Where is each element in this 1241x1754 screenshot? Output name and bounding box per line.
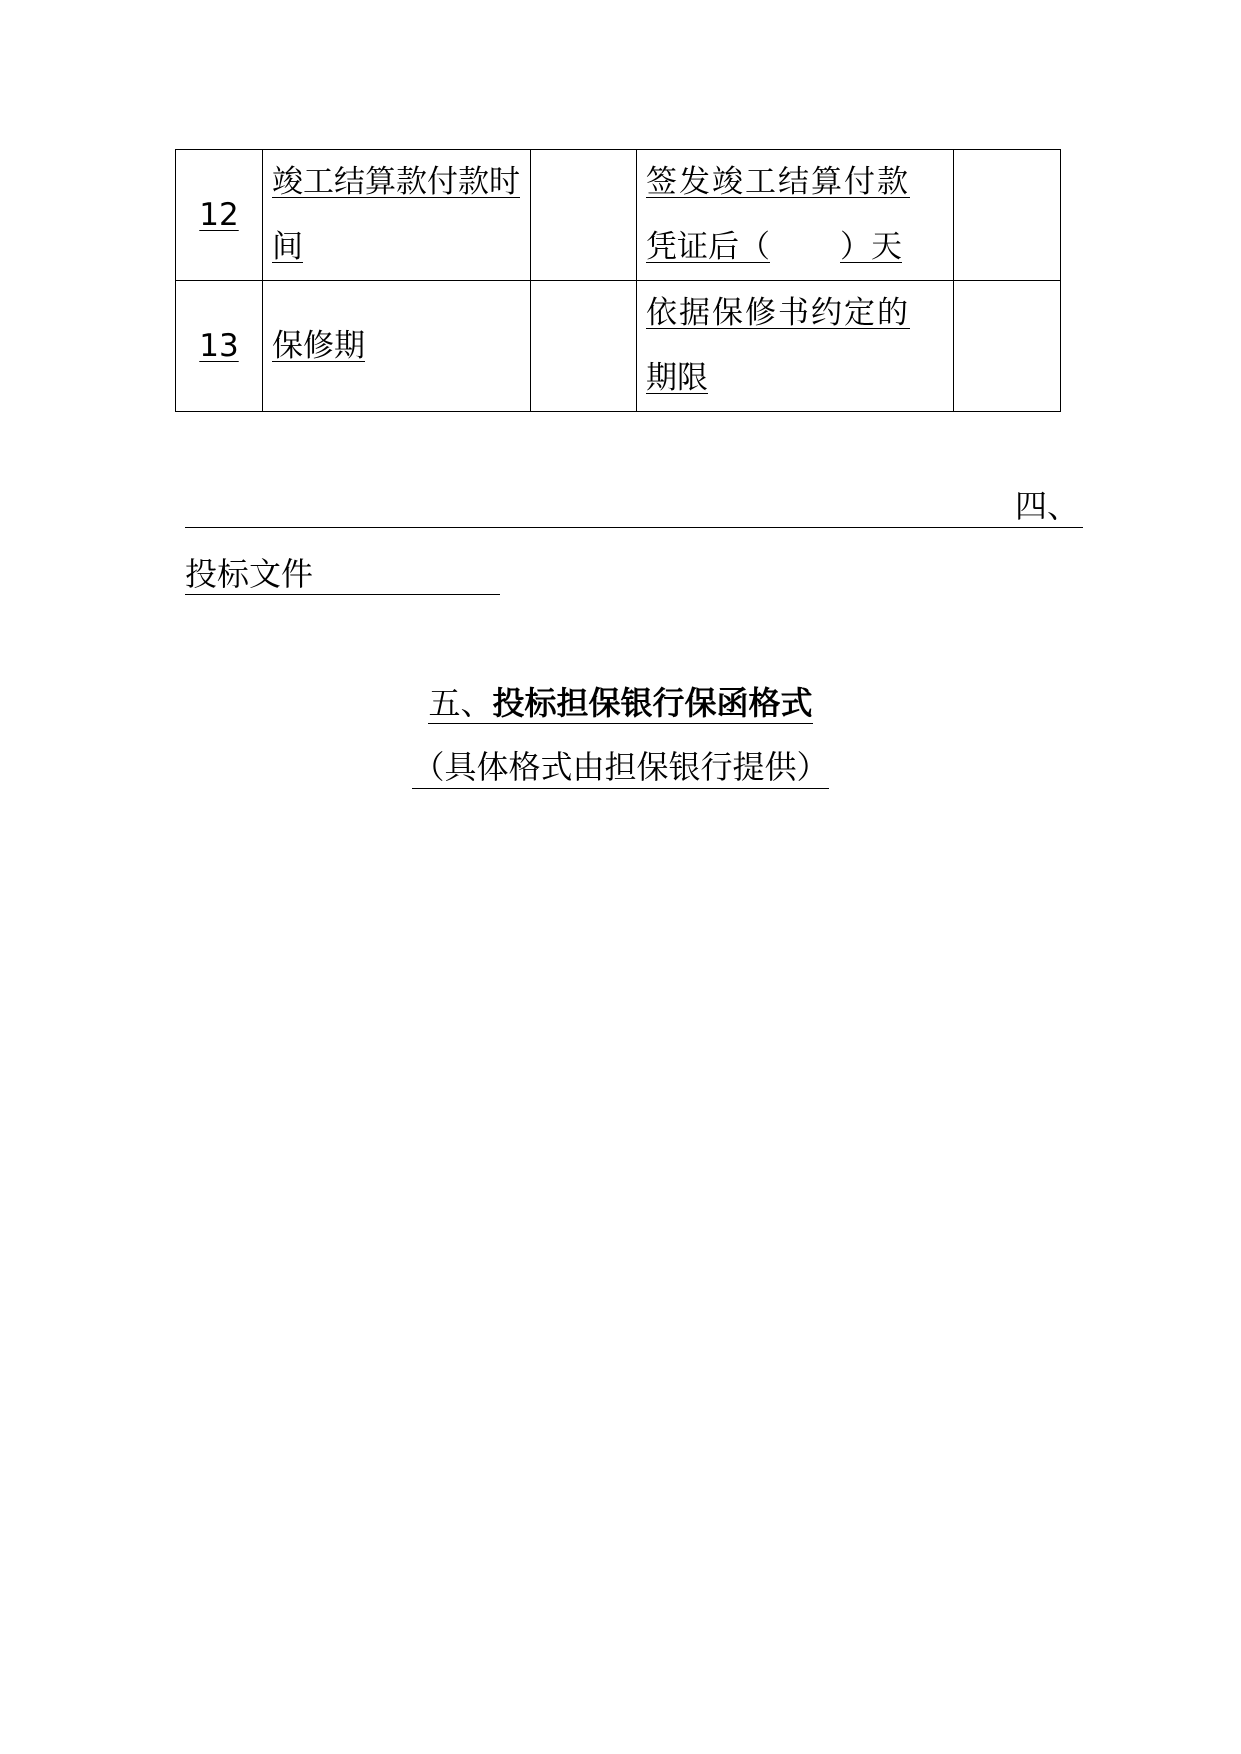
section-5-subtitle: （具体格式由担保银行提供） xyxy=(412,746,828,789)
remark-cell xyxy=(954,281,1061,412)
section-4-heading-line xyxy=(185,488,1083,528)
item-name: 保修期 xyxy=(272,327,365,364)
section-4-title: 投标文件 xyxy=(185,553,500,595)
requirement-line-1: 依据保修书约定的 xyxy=(646,295,910,331)
requirement-cell xyxy=(637,150,954,281)
section-4-number: 四、 xyxy=(1014,487,1079,525)
item-name: 竣工结算款付款时间 xyxy=(272,164,520,265)
blank-cell xyxy=(531,150,637,281)
section-5-subtitle-wrap xyxy=(0,746,1241,789)
table-row xyxy=(176,150,1061,281)
row-number-cell xyxy=(176,150,263,281)
row-number: 13 xyxy=(199,327,239,364)
item-cell xyxy=(263,281,531,412)
item-cell xyxy=(263,150,531,281)
requirement-cell xyxy=(637,281,954,412)
table-row xyxy=(176,281,1061,412)
section-5-title: 投标担保银行保函格式 xyxy=(492,684,813,722)
remark-cell xyxy=(954,150,1061,281)
contract-terms-table xyxy=(175,149,1061,412)
requirement-line-2-post: ）天 xyxy=(840,229,902,265)
section-5-heading xyxy=(0,681,1241,725)
requirement-line-1: 签发竣工结算付款 xyxy=(646,164,910,200)
row-number-cell xyxy=(176,281,263,412)
section-5-number: 五、 xyxy=(428,684,493,722)
requirement-line-2-pre: 凭证后（ xyxy=(646,229,770,265)
row-number: 12 xyxy=(199,196,239,233)
requirement-line-2: 期限 xyxy=(646,360,708,396)
blank-cell xyxy=(531,281,637,412)
